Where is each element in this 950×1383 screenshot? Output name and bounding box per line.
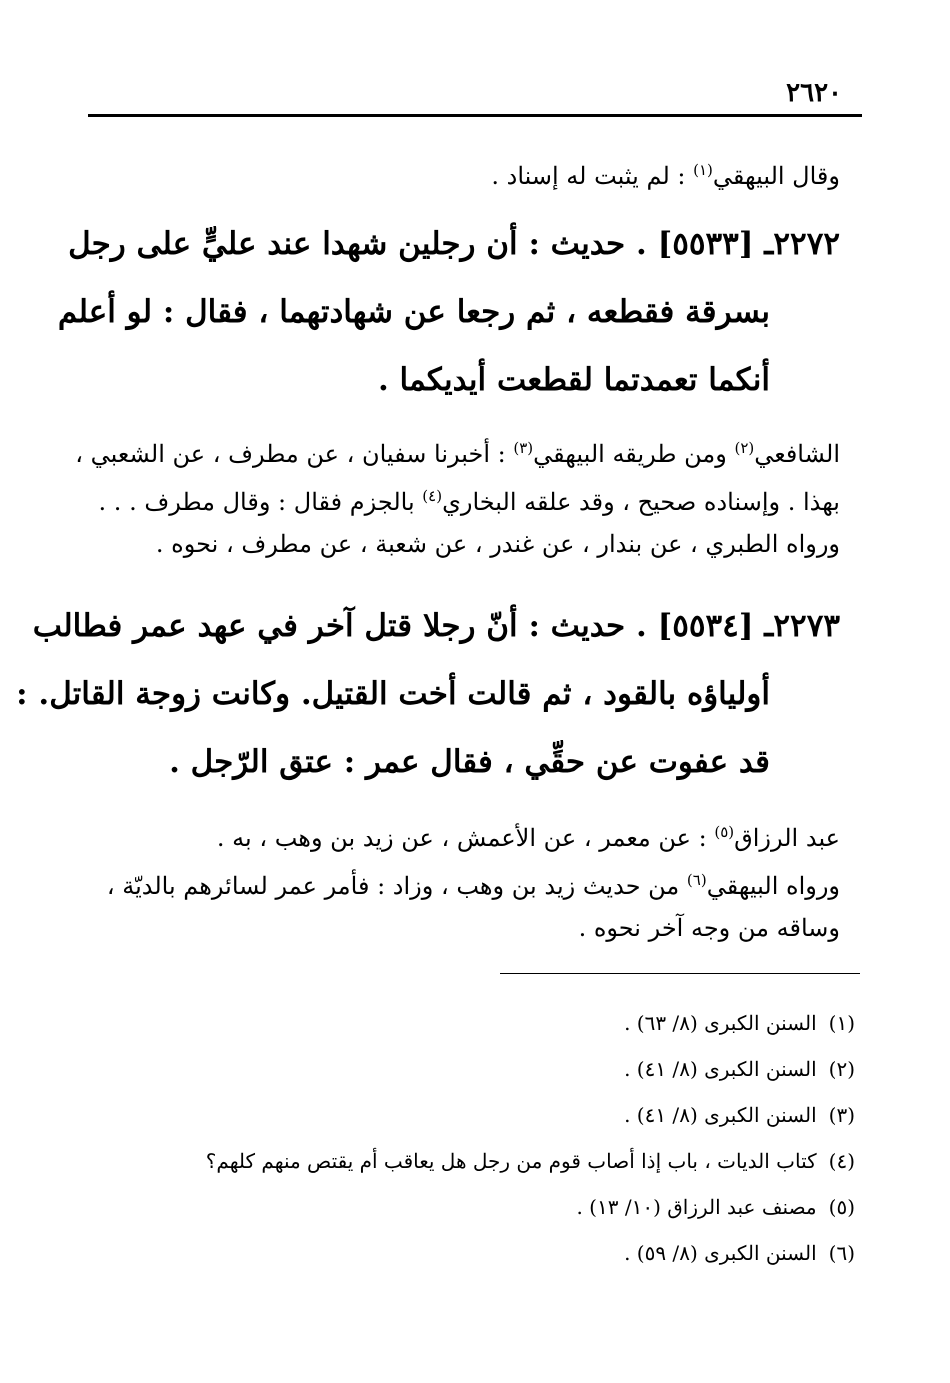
text-run: ومن طريقه البيهقي — [533, 440, 735, 468]
text-line — [90, 472, 840, 520]
text-run: الشافعي — [754, 440, 840, 468]
footnote-ref[interactable]: (٤) — [422, 487, 443, 505]
hadith-2273-heading — [16, 592, 840, 796]
footnote-item — [95, 1230, 855, 1276]
footnote-number: (٣) — [828, 1103, 855, 1127]
text-line — [90, 856, 840, 904]
footnote-number: (٥) — [828, 1195, 855, 1219]
footnote-item — [95, 1138, 855, 1184]
footnote-text: السنن الكبرى (٨/ ٦٣) . — [624, 1011, 817, 1035]
footnote-item — [95, 1092, 855, 1138]
text-line — [75, 424, 840, 472]
footnote-text: السنن الكبرى (٨/ ٥٩) . — [624, 1241, 817, 1265]
header-rule — [88, 114, 862, 117]
page-number: ٢٦٢٠ — [786, 78, 842, 108]
text-run: بالجزم فقال : وقال مطرف . . . — [98, 488, 423, 516]
text-run: : لم يثبت له إسناد . — [491, 162, 694, 190]
text-line: أنكما تعمدتما لقطعت أيديكما . — [377, 362, 770, 398]
footnote-number: (٦) — [828, 1241, 855, 1265]
text-run: من حديث زيد بن وهب ، وزاد : فأمر عمر لسائرهم بالديّة ، — [106, 872, 687, 900]
footnote-number: (١) — [828, 1011, 855, 1035]
footnotes — [95, 1000, 855, 1276]
footnote-ref[interactable]: (٣) — [513, 439, 534, 457]
footnote-item — [95, 1184, 855, 1230]
hadith-2273-sources — [90, 808, 840, 952]
text-line: قد عفوت عن حقِّي ، فقال عمر : عتق الرّجل . — [169, 744, 770, 780]
footnote-separator — [500, 973, 860, 974]
footnote-item — [95, 1046, 855, 1092]
text-run: وقال البيهقي — [712, 162, 840, 190]
footnote-item — [95, 1000, 855, 1046]
footnote-ref[interactable]: (٢) — [734, 439, 755, 457]
footnote-text: كتاب الديات ، باب إذا أصاب قوم من رجل هل يعاقب أم يقتص منهم كلهم؟ — [205, 1149, 817, 1173]
text-run: عبد الرزاق — [734, 824, 840, 852]
footnote-text: السنن الكبرى (٨/ ٤١) . — [624, 1057, 817, 1081]
text-line — [90, 808, 840, 856]
hadith-2272-heading — [57, 210, 840, 414]
footnote-text: السنن الكبرى (٨/ ٤١) . — [624, 1103, 817, 1127]
footnote-ref[interactable]: (٥) — [714, 823, 735, 841]
intro-paragraph — [90, 146, 840, 194]
hadith-2272-sources — [75, 424, 840, 568]
text-line: ٢٢٧٢ـ [٥٥٣٣] . حديث : أن رجلين شهدا عند عليٍّ على رجل — [68, 226, 840, 262]
text-run: : أخبرنا سفيان ، عن مطرف ، عن الشعبي ، — [75, 440, 514, 468]
footnote-ref[interactable]: (١) — [693, 161, 713, 179]
footnote-text: مصنف عبد الرزاق (١٠/ ١٣) . — [576, 1195, 817, 1219]
footnote-number: (٢) — [828, 1057, 855, 1081]
footnote-ref[interactable]: (٦) — [686, 871, 707, 889]
text-run: بهذا . وإسناده صحيح ، وقد علقه البخاري — [442, 488, 840, 516]
text-run: : عن معمر ، عن الأعمش ، عن زيد بن وهب ، به . — [216, 824, 715, 852]
text-line: وساقه من وجه آخر نحوه . — [578, 914, 840, 942]
text-line: ورواه الطبري ، عن بندار ، عن غندر ، عن شعبة ، عن مطرف ، نحوه . — [155, 530, 840, 558]
text-line — [90, 146, 840, 194]
text-line: أولياؤه بالقود ، ثم قالت أخت القتيل. وكانت زوجة القاتل. : — [16, 676, 770, 712]
text-run: ورواه البيهقي — [706, 872, 840, 900]
text-line: بسرقة فقطعه ، ثم رجعا عن شهادتهما ، فقال : لو أعلم — [57, 294, 770, 330]
text-line: ٢٢٧٣ـ [٥٥٣٤] . حديث : أنّ رجلا قتل آخر في عهد عمر فطالب — [32, 608, 840, 644]
footnote-number: (٤) — [828, 1149, 855, 1173]
